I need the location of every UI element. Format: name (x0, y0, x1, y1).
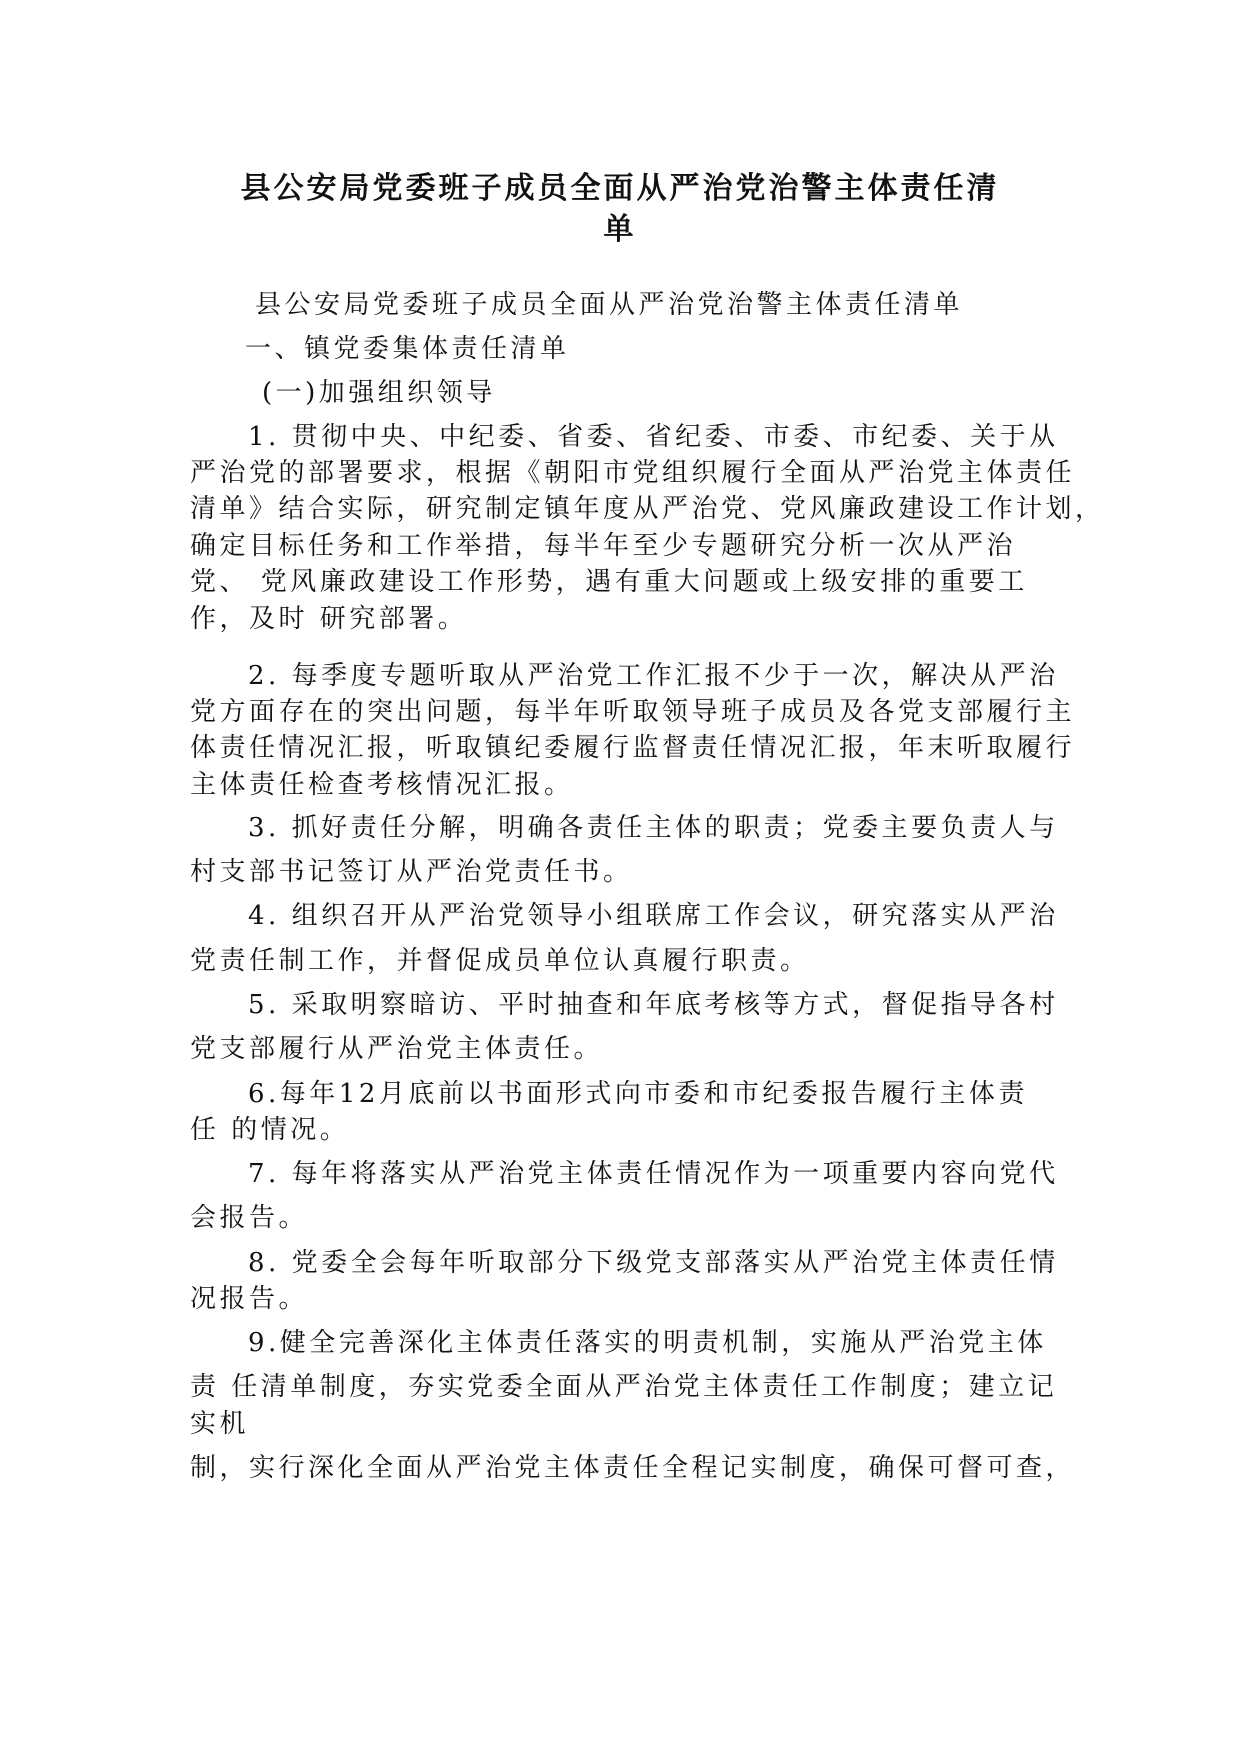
item-line: 2. 每季度专题听取从严治党工作汇报不少于一次，解决从严治 (248, 661, 1059, 691)
document-subtitle: 县公安局党委班子成员全面从严治党治警主体责任清单 (255, 290, 964, 320)
item-line: 9.健全完善深化主体责任落实的明责机制，实施从严治党主体 (248, 1328, 1047, 1358)
subsection-heading: (一)加强组织领导 (262, 378, 496, 408)
item-line: 会报告。 (190, 1203, 309, 1233)
item-line: 体责任情况汇报，听取镇纪委履行监督责任情况汇报，年末听取履行 (190, 733, 1076, 763)
item-line: 8. 党委全会每年听取部分下级党支部落实从严治党主体责任情 (248, 1248, 1059, 1278)
item-line: 任 的情况。 (190, 1115, 350, 1145)
item-line: 制，实行深化全面从严治党主体责任全程记实制度，确保可督可查， (190, 1453, 1076, 1483)
section-heading: 一、镇党委集体责任清单 (245, 334, 570, 364)
item-line: 党责任制工作，并督促成员单位认真履行职责。 (190, 946, 810, 976)
item-line: 村支部书记签订从严治党责任书。 (190, 857, 633, 887)
item-line: 清单》结合实际，研究制定镇年度从严治党、党风廉政建设工作计划， (190, 494, 1105, 524)
item-line: 3. 抓好责任分解，明确各责任主体的职责；党委主要负责人与 (248, 813, 1059, 843)
item-line: 责 任清单制度，夯实党委全面从严治党主体责任工作制度；建立记 (190, 1372, 1058, 1402)
item-line: 党支部履行从严治党主体责任。 (190, 1034, 604, 1064)
item-line: 况报告。 (190, 1284, 309, 1314)
item-line: 党、 党风廉政建设工作形势，遇有重大问题或上级安排的重要工 (190, 567, 1028, 597)
document-title-line-2: 单 (603, 212, 637, 247)
item-line: 严治党的部署要求，根据《朝阳市党组织履行全面从严治党主体责任 (190, 458, 1076, 488)
item-line: 实机 (190, 1409, 250, 1439)
item-line: 5. 采取明察暗访、平时抽查和年底考核等方式，督促指导各村 (248, 990, 1059, 1020)
item-line: 7. 每年将落实从严治党主体责任情况作为一项重要内容向党代 (248, 1159, 1059, 1189)
item-line: 作，及时 研究部署。 (190, 604, 468, 634)
item-line: 党方面存在的突出问题，每半年听取领导班子成员及各党支部履行主 (190, 697, 1076, 727)
item-line: 6.每年12月底前以书面形式向市委和市纪委报告履行主体责 (248, 1079, 1028, 1109)
item-line: 4. 组织召开从严治党领导小组联席工作会议，研究落实从严治 (248, 901, 1059, 931)
item-line: 1. 贯彻中央、中纪委、省委、省纪委、市委、市纪委、关于从 (248, 422, 1059, 452)
document-title-line-1: 县公安局党委班子成员全面从严治党治警主体责任清 (240, 171, 1000, 206)
item-line: 主体责任检查考核情况汇报。 (190, 770, 574, 800)
item-line: 确定目标任务和工作举措，每半年至少专题研究分析一次从严治 (190, 531, 1017, 561)
